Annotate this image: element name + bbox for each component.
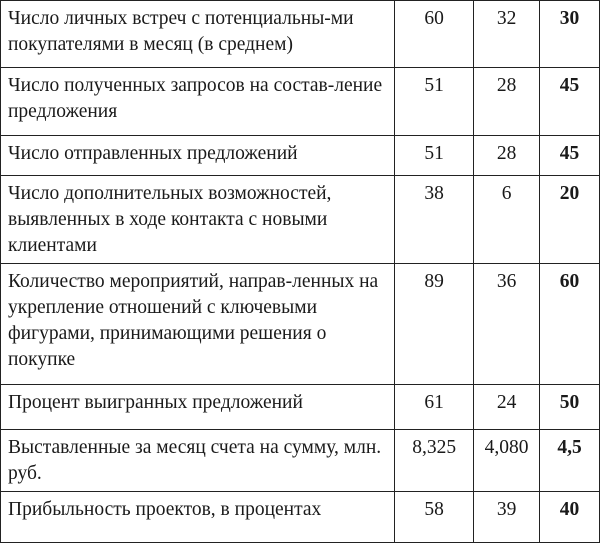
metric-label: Количество мероприятий, направ-ленных на укрепление отношений с ключевыми фигурами, принимающими решения о покупке: [1, 264, 395, 385]
metric-label: Число личных встреч с потенциальны-ми покупателями в месяц (в среднем): [1, 1, 395, 68]
value-col-2: 36: [474, 264, 540, 385]
table-row: [1, 176, 600, 264]
value-col-2: 32: [474, 1, 540, 68]
value-col-1: 58: [395, 492, 474, 543]
value-col-2: 39: [474, 492, 540, 543]
table-row: [1, 68, 600, 136]
metric-label: Процент выигранных предложений: [1, 385, 395, 430]
value-col-2: 28: [474, 136, 540, 176]
value-col-3: 20: [540, 176, 600, 264]
value-col-1: 51: [395, 68, 474, 136]
value-col-1: 61: [395, 385, 474, 430]
value-col-2: 4,080: [474, 430, 540, 492]
value-col-1: 89: [395, 264, 474, 385]
metric-label: Число отправленных предложений: [1, 136, 395, 176]
metric-label: Число полученных запросов на состав-ление предложения: [1, 68, 395, 136]
value-col-3: 45: [540, 68, 600, 136]
table-row: [1, 430, 600, 492]
value-col-3: 30: [540, 1, 600, 68]
value-col-1: 60: [395, 1, 474, 68]
value-col-3: 45: [540, 136, 600, 176]
value-col-1: 38: [395, 176, 474, 264]
metric-label: Число дополнительных возможностей, выявленных в ходе контакта с новыми клиентами: [1, 176, 395, 264]
value-col-3: 50: [540, 385, 600, 430]
value-col-2: 24: [474, 385, 540, 430]
table-row: [1, 385, 600, 430]
table-row: [1, 264, 600, 385]
table-row: [1, 492, 600, 543]
value-col-1: 8,325: [395, 430, 474, 492]
metric-label: Выставленные за месяц счета на сумму, млн. руб.: [1, 430, 395, 492]
metric-label: Прибыльность проектов, в процентах: [1, 492, 395, 543]
value-col-2: 28: [474, 68, 540, 136]
value-col-2: 6: [474, 176, 540, 264]
value-col-3: 4,5: [540, 430, 600, 492]
value-col-1: 51: [395, 136, 474, 176]
value-col-3: 40: [540, 492, 600, 543]
value-col-3: 60: [540, 264, 600, 385]
table-row: [1, 1, 600, 68]
table-row: [1, 136, 600, 176]
